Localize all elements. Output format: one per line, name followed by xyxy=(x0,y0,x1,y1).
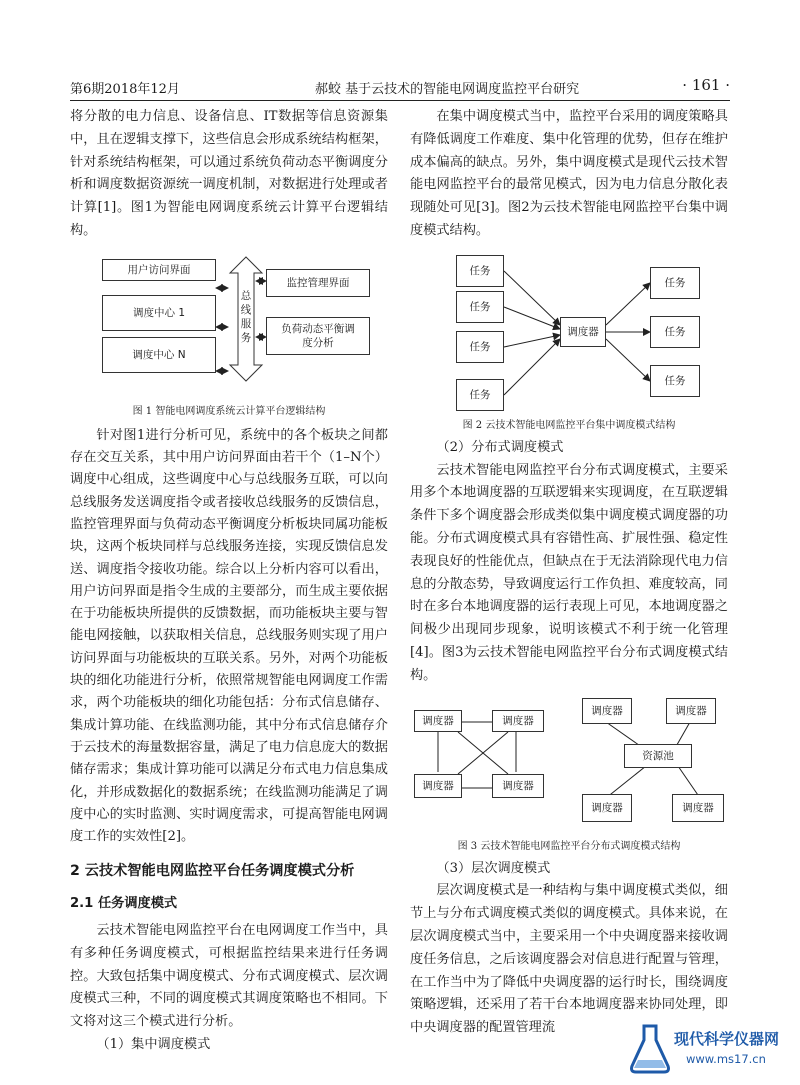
bus-char: 总 xyxy=(240,289,252,302)
figure-3 xyxy=(410,696,728,836)
figure-2-caption: 图 2 云技术智能电网监控平台集中调度模式结构 xyxy=(462,419,676,431)
dispatch-center-1-box: 调度中心 1 xyxy=(102,295,216,331)
paragraph: 将分散的电力信息、设备信息、IT数据等信息资源集中，且在逻辑支撑下，这些信息会形成系统结构框架，针对系统结构框架，可以通过系统负荷动态平衡调度分析和调度数据资源统一调度机制，对数据进行处理或者计算[1]。图1为智能电网调度系统云计算平台逻辑结构。 xyxy=(70,109,388,238)
user-interface-box: 用户访问界面 xyxy=(102,259,216,281)
task-box: 任务 xyxy=(456,255,504,287)
task-box: 任务 xyxy=(650,316,700,348)
figure-2 xyxy=(410,253,728,417)
bus-char: 务 xyxy=(240,331,252,344)
scheduler-box: 调度器 xyxy=(582,698,632,724)
figure-1-caption: 图 1 智能电网调度系统云计算平台逻辑结构 xyxy=(132,405,326,417)
paragraph: 针对图1进行分析可见，系统中的各个板块之间都存在交互关系，其中用户访问界面由若干个（1–N个）调度中心组成，这些调度中心与总线服务互联，可以向总线服务发送调度指令或者接收总线服务的反馈信息，监控管理界面与负荷动态平衡调度分析板块同属功能板块，这两个板块同样与总线服务连接，实现反馈信息发送、调度指令接收功能。综合以上分析内容可以看出，用户访问界面是指令生成的主要部分，而生成主要依据在于功能板块所提供的反馈数据，而功能板块主要与智能电网接触，以获取相关信息，总线服务则实现了用户访问界面与功能板块的互联关系。另外，对两个功能板块的细化功能进行分析，依照常规智能电网调度工作需求，两个功能板块的细化功能包括：分布式信息储存、集成计算功能、在线监测功能，其中分布式信息储存介于云技术的海量数据容量，满足了电力信息庞大的数据储存需求；集成计算功能可以满足分布式电力信息集成化，并形成数据化的数据系统；在线监测功能满足了调度中心的实时监测、实时调度需求，可提高智能电网调度工作的实效性[2]。 xyxy=(70,427,388,845)
figure-1 xyxy=(70,255,388,403)
resource-pool-box: 资源池 xyxy=(624,744,692,768)
task-box: 任务 xyxy=(650,267,700,299)
task-box: 任务 xyxy=(456,291,504,323)
issue-label: 第6期2018年12月 xyxy=(70,82,180,97)
watermark-name: 现代科学仪器网 xyxy=(674,1030,780,1048)
running-title: 郝蛟 基于云技术的智能电网调度监控平台研究 xyxy=(315,82,580,97)
scheduler-box: 调度器 xyxy=(492,774,544,798)
scheduler-box: 调度器 xyxy=(560,317,606,347)
page-number: · 161 · xyxy=(682,76,730,94)
subsection-heading: 2.1 任务调度模式 xyxy=(70,896,178,912)
left-column xyxy=(70,106,388,1057)
flask-logo-icon xyxy=(628,1020,672,1076)
bus-service-label xyxy=(240,289,252,345)
task-box: 任务 xyxy=(456,379,504,411)
scheduler-box: 调度器 xyxy=(414,710,462,732)
watermark-url: www.ms17.cn xyxy=(686,1052,766,1066)
figure-3-caption: 图 3 云技术智能电网监控平台分布式调度模式结构 xyxy=(457,840,681,852)
item-heading: （3）层次调度模式 xyxy=(436,860,551,876)
paragraph: 云技术智能电网监控平台在电网调度工作当中，具有多种任务调度模式，可根据监控结果来进行任务调控。大致包括集中调度模式、分布式调度模式、层次调度模式三种，不同的调度模式其调度策略也不相同。下文将对这三个模式进行分析。 xyxy=(70,923,388,1030)
right-column xyxy=(410,106,728,1040)
scheduler-box: 调度器 xyxy=(414,774,462,798)
watermark xyxy=(628,1020,798,1080)
page-header xyxy=(70,74,730,101)
section-heading: 2 云技术智能电网监控平台任务调度模式分析 xyxy=(70,863,355,880)
paragraph: 云技术智能电网监控平台分布式调度模式，主要采用多个本地调度器的互联逻辑来实现调度，在互联逻辑条件下多个调度器会形成类似集中调度模式调度器的功能。分布式调度模式具有容错性高、扩展性强、稳定性表现良好的性能优点，但缺点在于无法消除现代电力信息的分散态势，导致调度运行工作负担、难度较高，同时在多台本地调度器的运行表现上可见，本地调度器之间极少出现同步现象，说明该模式不利于统一化管理[4]。图3为云技术智能电网监控平台分布式调度模式结构。 xyxy=(410,462,728,683)
paragraph: 层次调度模式是一种结构与集中调度模式类似，细节上与分布式调度模式类似的调度模式。具体来说，在层次调度模式当中，主要采用一个中央调度器来接收调度任务信息，之后该调度器会对信息进行配置与管理，在工作当中为了降低中央调度器的运行时长，围绕调度策略逻辑，还采用了若干台本地调度器来协同处理，即中央调度器的配置管理流 xyxy=(410,883,728,1036)
scheduler-box: 调度器 xyxy=(582,794,632,822)
paragraph: 在集中调度模式当中，监控平台采用的调度策略具有降低调度工作难度、集中化管理的优势，但存在维护成本偏高的缺点。另外，集中调度模式是现代云技术智能电网监控平台的最常见模式，因为电力信息分散化表现随处可见[3]。图2为云技术智能电网监控平台集中调度模式结构。 xyxy=(410,109,728,238)
item-heading: （1）集中调度模式 xyxy=(96,1037,211,1052)
task-box: 任务 xyxy=(650,365,700,397)
bus-char: 服 xyxy=(240,317,252,330)
scheduler-box: 调度器 xyxy=(672,794,724,822)
scheduler-box: 调度器 xyxy=(666,698,716,724)
load-balance-box: 负荷动态平衡调度分析 xyxy=(266,317,370,355)
dispatch-center-n-box: 调度中心 N xyxy=(102,337,216,373)
scheduler-box: 调度器 xyxy=(492,710,544,732)
monitor-ui-box: 监控管理界面 xyxy=(266,269,370,297)
task-box: 任务 xyxy=(456,331,504,363)
item-heading: （2）分布式调度模式 xyxy=(436,439,564,455)
bus-char: 线 xyxy=(240,303,252,316)
